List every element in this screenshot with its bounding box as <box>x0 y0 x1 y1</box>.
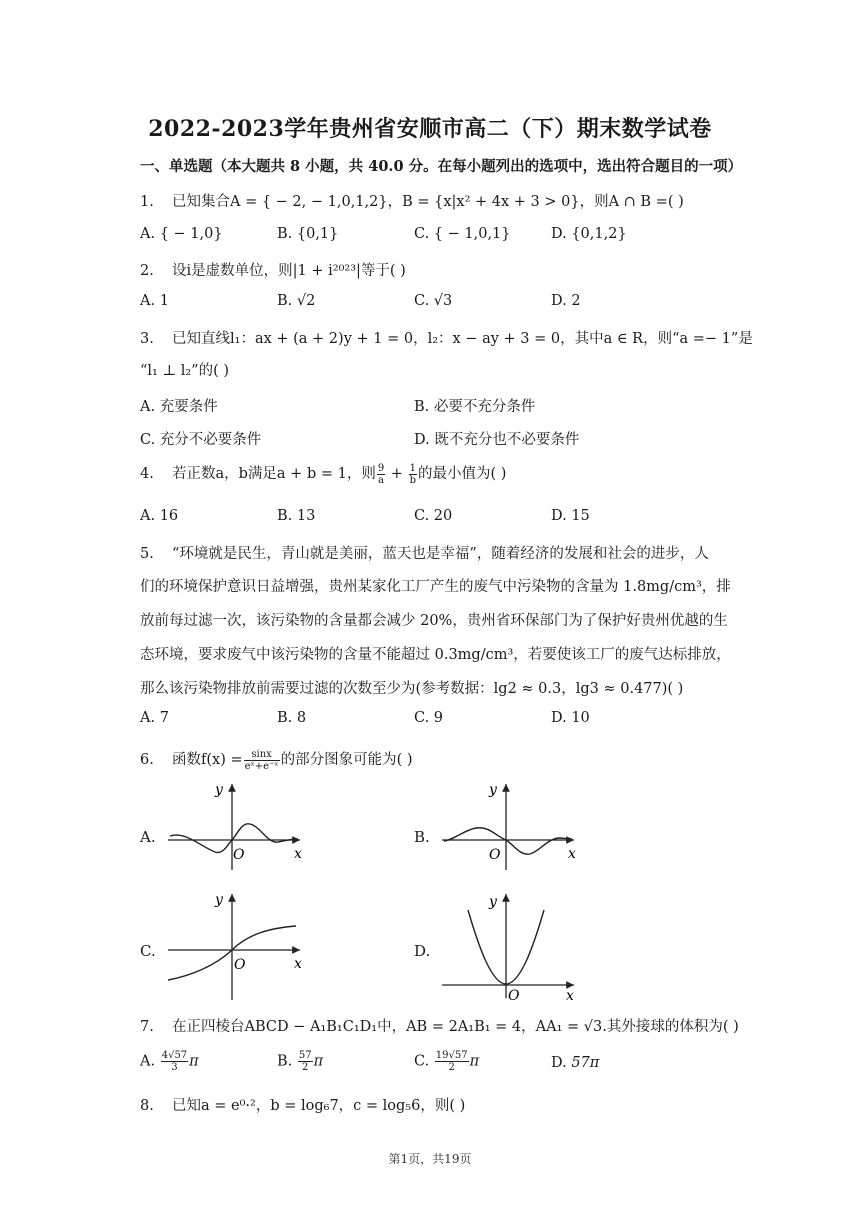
x-label: x <box>568 846 576 862</box>
x-label: x <box>294 956 302 972</box>
option-a: A. $\frac{4√57}{3}$ π <box>140 1050 199 1073</box>
option-d: D. 15 <box>551 508 590 524</box>
fraction-sinx-over-exp: $\frac{\sin x}{\text{eˣ+e⁻ˣ}}$ <box>244 748 279 772</box>
question-8 <box>140 1094 465 1115</box>
question-3 <box>140 327 753 348</box>
option-c: C. { − 1,0,1} <box>414 226 511 242</box>
option-b: B. 13 <box>277 508 316 524</box>
option-b: B. {0,1} <box>277 226 339 242</box>
question-2 <box>140 259 406 280</box>
y-label: y <box>489 782 497 798</box>
question-text-start: 函数f(x) = <box>172 752 243 768</box>
graph-option-a <box>160 778 310 873</box>
option-a: A. 16 <box>140 508 179 524</box>
option-c: C. 9 <box>414 710 444 726</box>
x-label: x <box>566 988 574 1003</box>
y-label: y <box>489 894 497 910</box>
option-b: B. 8 <box>277 710 307 726</box>
option-d: D. 10 <box>551 710 590 726</box>
question-number: 1. <box>140 194 154 210</box>
option-d: D. {0,1,2} <box>551 226 627 242</box>
option-c: C. 充分不必要条件 <box>140 432 262 448</box>
graph-option-b <box>434 778 584 873</box>
question-text-line-2: 们的环境保护意识日益增强，贵州某家化工厂产生的废气中污染物的含量为 1.8mg/cm³，排 <box>140 579 731 595</box>
question-text: 已知直线l₁：ax + (a + 2)y + 1 = 0，l₂：x − ay + 3 = 0，其中a ∈ R，则“a =− 1”是 <box>172 331 753 347</box>
question-4 <box>140 462 506 486</box>
origin-label: O <box>233 847 245 863</box>
question-7 <box>140 1015 739 1036</box>
page-title: 2022-2023学年贵州省安顺市高二（下）期末数学试卷 <box>148 116 712 142</box>
question-text-end: 的部分图象可能为( ) <box>280 752 413 768</box>
question-6 <box>140 748 413 772</box>
question-5 <box>140 542 709 563</box>
origin-label: O <box>508 988 520 1003</box>
question-number: 7. <box>140 1019 154 1035</box>
question-number: 2. <box>140 263 154 279</box>
option-b: B. √2 <box>277 293 316 309</box>
question-number: 8. <box>140 1098 154 1114</box>
option-d-label: D. <box>414 942 431 960</box>
option-b: B. 必要不充分条件 <box>414 399 536 415</box>
question-3-continued: “l₁ ⊥ l₂”的( ) <box>140 363 230 379</box>
fraction-9-over-a: $\frac{9}{a}$ <box>377 462 385 486</box>
question-number: 3. <box>140 331 154 347</box>
option-a: A. 7 <box>140 710 169 726</box>
question-1 <box>140 190 684 211</box>
option-a: A. 1 <box>140 293 169 309</box>
option-d: D. 57π <box>551 1055 600 1071</box>
option-b-label: B. <box>414 828 430 846</box>
graph-option-c <box>160 888 310 1003</box>
question-text-line-5: 那么该污染物排放前需要过滤的次数至少为(参考数据：lg2 ≈ 0.3，lg3 ≈ 0.477)( ) <box>140 681 684 697</box>
question-text-line-1: “环境就是民生，青山就是美丽，蓝天也是幸福”，随着经济的发展和社会的进步，人 <box>172 546 709 562</box>
origin-label: O <box>489 847 501 863</box>
option-c: C. 20 <box>414 508 453 524</box>
question-number: 5. <box>140 546 154 562</box>
question-text: 在正四棱台ABCD − A₁B₁C₁D₁中，AB = 2A₁B₁ = 4，AA₁ = √3.其外接球的体积为( ) <box>172 1019 739 1035</box>
graph-option-d <box>434 888 584 1003</box>
option-d: D. 2 <box>551 293 581 309</box>
option-b: B. $\frac{57}{2}$ π <box>277 1050 324 1073</box>
question-text-line-4: 态环境，要求废气中该污染物的含量不能超过 0.3mg/cm³，若要使该工厂的废气达标排放， <box>140 647 731 663</box>
fraction-1-over-b: $\frac{1}{b}$ <box>409 462 416 486</box>
question-number: 6. <box>140 752 154 768</box>
question-text: 已知a = e⁰·²，b = log₆7，c = log₅6，则( ) <box>172 1098 466 1114</box>
question-text-start: 若正数a，b满足a + b = 1，则 <box>172 466 376 482</box>
plus-sign: + <box>386 466 408 482</box>
y-label: y <box>215 782 223 798</box>
question-text-line-3: 放前每过滤一次，该污染物的含量都会减少 20%，贵州省环保部门为了保护好贵州优越的生 <box>140 613 728 629</box>
option-c-label: C. <box>140 942 156 960</box>
option-a: A. { − 1,0} <box>140 226 223 242</box>
curve <box>444 828 572 855</box>
y-label: y <box>215 892 223 908</box>
question-text-end: 的最小值为( ) <box>417 466 507 482</box>
option-c: C. √3 <box>414 293 453 309</box>
question-text: 设i是虚数单位，则|1 + i²⁰²³|等于( ) <box>172 263 406 279</box>
section-heading: 一、单选题（本大题共 8 小题，共 40.0 分。在每小题列出的选项中，选出符合题目的一项） <box>140 158 743 175</box>
option-d: D. 既不充分也不必要条件 <box>414 432 580 448</box>
origin-label: O <box>234 957 246 973</box>
page-footer: 第1页，共19页 <box>388 1152 472 1166</box>
question-number: 4. <box>140 466 154 482</box>
x-label: x <box>294 846 302 862</box>
option-c: C. $\frac{19√57}{2}$ π <box>414 1050 480 1073</box>
option-a: A. 充要条件 <box>140 399 218 415</box>
option-a-label: A. <box>140 828 156 846</box>
question-text: 已知集合A = { − 2, − 1,0,1,2}，B = {x|x² + 4x + 3 > 0}，则A ∩ B =( ) <box>172 194 684 210</box>
